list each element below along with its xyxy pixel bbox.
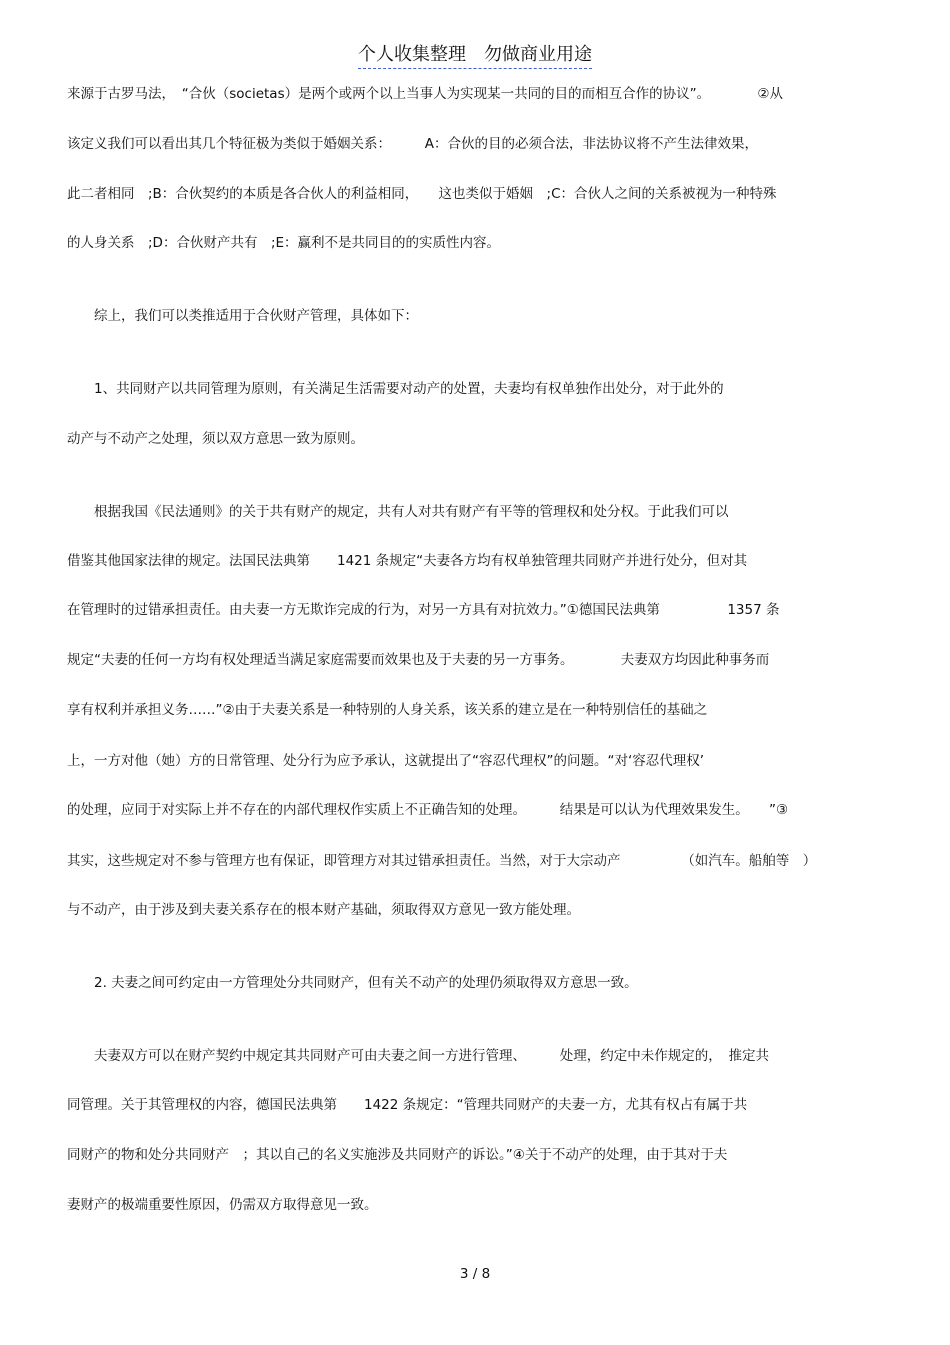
text-line: 动产与不动产之处理，须以双方意思一致为原则。 xyxy=(67,431,364,447)
text-line: 1、共同财产以共同管理为原则，有关满足生活需要对动产的处置，夫妻均有权单独作出处分，对于此外的 xyxy=(67,381,724,397)
text-line: 夫妻双方可以在财产契约中规定其共同财产可由夫妻之间一方进行管理、 处理，约定中未作规定的， 推定共 xyxy=(67,1048,769,1064)
text-line: 妻财产的极端重要性原因，仍需双方取得意见一致。 xyxy=(67,1197,378,1213)
text-line: 规定“夫妻的任何一方均有权处理适当满足家庭需要而效果也及于夫妻的另一方事务。 夫妻双方均因此种事务而 xyxy=(67,652,770,668)
page-header xyxy=(0,40,950,66)
header-title: 个人收集整理 勿做商业用途 xyxy=(358,44,592,69)
text-line: 同财产的物和处分共同财产 ；其以自己的名义实施涉及共同财产的诉讼。”④关于不动产的处理，由于其对于夫 xyxy=(67,1147,728,1163)
text-line: 根据我国《民法通则》的关于共有财产的规定，共有人对共有财产有平等的管理权和处分权。于此我们可以 xyxy=(67,504,729,520)
text-line: 来源于古罗马法， “合伙（societas）是两个或两个以上当事人为实现某一共同的目的而相互合作的协议”。 ②从 xyxy=(67,86,783,102)
page-number: 3 / 8 xyxy=(459,1266,491,1282)
text-line: 的处理，应同于对实际上并不存在的内部代理权作实质上不正确告知的处理。 结果是可以认为代理效果发生。 ”③ xyxy=(67,802,789,818)
text-line: 综上，我们可以类推适用于合伙财产管理，具体如下： xyxy=(67,308,418,324)
text-line: 与不动产，由于涉及到夫妻关系存在的根本财产基础，须取得双方意见一致方能处理。 xyxy=(67,902,580,918)
text-line: 借鉴其他国家法律的规定。法国民法典第 1421 条规定“夫妻各方均有权单独管理共同财产并进行处分，但对其 xyxy=(67,553,748,569)
text-line: 同管理。关于其管理权的内容，德国民法典第 1422 条规定：“管理共同财产的夫妻一方，尤其有权占有属于共 xyxy=(67,1097,748,1113)
text-line: 2. 夫妻之间可约定由一方管理处分共同财产，但有关不动产的处理仍须取得双方意思一致。 xyxy=(67,975,638,991)
text-line: 的人身关系 ;D：合伙财产共有 ;E：赢利不是共同目的的实质性内容。 xyxy=(67,235,501,251)
text-line: 在管理时的过错承担责任。由夫妻一方无欺诈完成的行为，对另一方具有对抗效力。”①德国民法典第 1357 条 xyxy=(67,602,780,618)
text-line: 其实，这些规定对不参与管理方也有保证，即管理方对其过错承担责任。当然，对于大宗动产 （如汽车。船舶等 ） xyxy=(67,853,817,869)
text-line: 该定义我们可以看出其几个特征极为类似于婚姻关系： A：合伙的目的必须合法，非法协议将不产生法律效果， xyxy=(67,136,758,152)
text-line: 此二者相同 ;B：合伙契约的本质是各合伙人的利益相同， 这也类似于婚姻 ;C：合伙人之间的关系被视为一种特殊 xyxy=(67,186,777,202)
text-line: 享有权利并承担义务……”②由于夫妻关系是一种特别的人身关系，该关系的建立是在一种特别信任的基础之 xyxy=(67,702,708,718)
text-line: 上，一方对他（她）方的日常管理、处分行为应予承认，这就提出了“容忍代理权”的问题。“对‘容忍代理权’ xyxy=(67,753,705,769)
